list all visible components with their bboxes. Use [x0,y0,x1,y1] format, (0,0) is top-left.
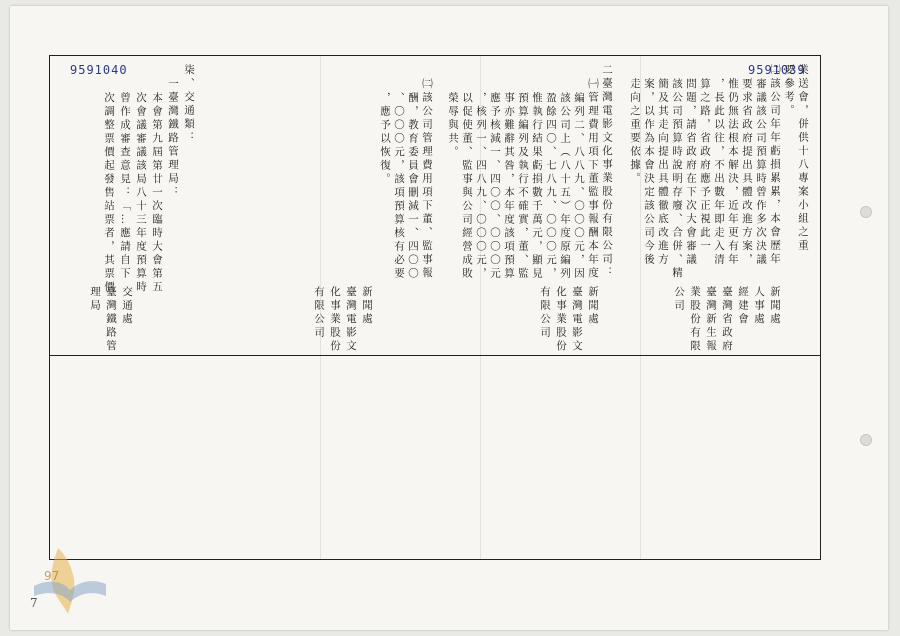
document-number-right: 9591039 [748,63,806,77]
agency-column: 有限公司 [539,286,551,340]
agency-column: 公司 [673,286,685,313]
text-column: 事亦難辭其咎，本年度該項預算 [503,92,515,281]
text-column: 惟執行結果虧損數千萬元，顯見 [531,92,543,281]
text-column: 次會議審議該局八十三年度預算時 [135,92,147,295]
text-column: 走向之重要依據。 [629,78,641,186]
text-column: 柒、交通類： [183,64,195,145]
text-column: 算之路，省政府應予正視此一 [699,78,711,254]
agency-column: 化事業股份 [329,286,341,354]
agency-column: 業股份有限 [689,286,701,354]
text-column: ㈡該公司管理費用項下董、監事報 [421,78,433,281]
agency-column: 有限公司 [313,286,325,340]
text-column: 要參考。 [783,64,795,118]
text-column: 要求省政府提出具體改進方案， [741,78,753,267]
text-column: 簡及其走向提出具體徹底改進方 [657,78,669,267]
agency-column: 臺灣電影文 [345,286,357,354]
page-number: 7 [30,596,38,610]
text-column: 案，以作為本會決定該公司今後 [643,78,655,267]
text-column: 問題，請省政府在下次大會審議 [685,78,697,267]
agency-column: 新聞處 [361,286,373,327]
text-column: ，長此以往，不出數年即走入清 [713,78,725,267]
text-column: ㈠管理費用項下董監事報酬本年度 [587,78,599,281]
text-column: 盈餘四〇、七八九、〇〇〇元， [545,92,557,281]
text-column: 本會第九屆第廿一次臨時大會第五 [151,92,163,295]
text-column: 曾作成審查意見：「…應請自下 [119,92,131,281]
text-column: 次調整票價起發售站票者，其票價 [103,92,115,295]
text-column: ，核列一、四八九、〇〇〇元， [475,92,487,281]
agency-column: 人事處 [753,286,765,327]
text-column: 一臺灣鐵路管理局： [167,78,179,200]
agency-column: 新聞處 [587,286,599,327]
text-column: 二臺灣電影文化事業股份有限公司： [601,64,613,280]
text-column: 該公司上（八十五）年度原編列 [559,92,571,281]
table-divider [49,355,821,356]
document-number-left: 9591040 [70,63,128,77]
agency-column: 化事業股份 [555,286,567,354]
text-column: ㈡該公司年年虧損累累，本會歷年 [769,64,781,267]
text-column: 應予核減一、四〇〇、〇〇〇元 [489,92,501,281]
logo-text: 97 [44,569,60,583]
agency-column: 經建會 [737,286,749,327]
text-column: 惟仍無法根本解決，近年更有年 [727,78,739,267]
text-column: 審議該公司預算時曾作多次決議 [755,78,767,267]
agency-column: 臺灣省政府 [721,286,733,354]
punch-hole-bottom [860,434,872,446]
agency-column: 臺灣電影文 [571,286,583,354]
text-column: 該公司預算時說明存廢、合併、精 [671,78,683,281]
text-column: ，應予以恢復。 [379,92,391,187]
text-column: 業送會，併供十八專案小組之重 [797,64,809,253]
punch-hole-top [860,206,872,218]
text-column: 、〇〇〇元，該項預算核有必要 [393,92,405,281]
agency-column: 理局 [89,286,101,313]
agency-column: 交通處 [121,286,133,327]
agency-column: 臺灣鐵路管 [105,286,117,354]
agency-column: 臺灣新生報 [705,286,717,354]
text-column: 以促使董、監事與公司經營成敗 [461,92,473,281]
text-column: 編列二、八八九、〇〇〇元，因 [573,92,585,281]
text-column: 榮辱與共。 [447,92,459,160]
text-column: 預算編列及執行不確實，董、監 [517,92,529,281]
agency-column: 新聞處 [769,286,781,327]
text-column: 酬，教育委員會刪減一、四〇〇 [407,92,419,281]
